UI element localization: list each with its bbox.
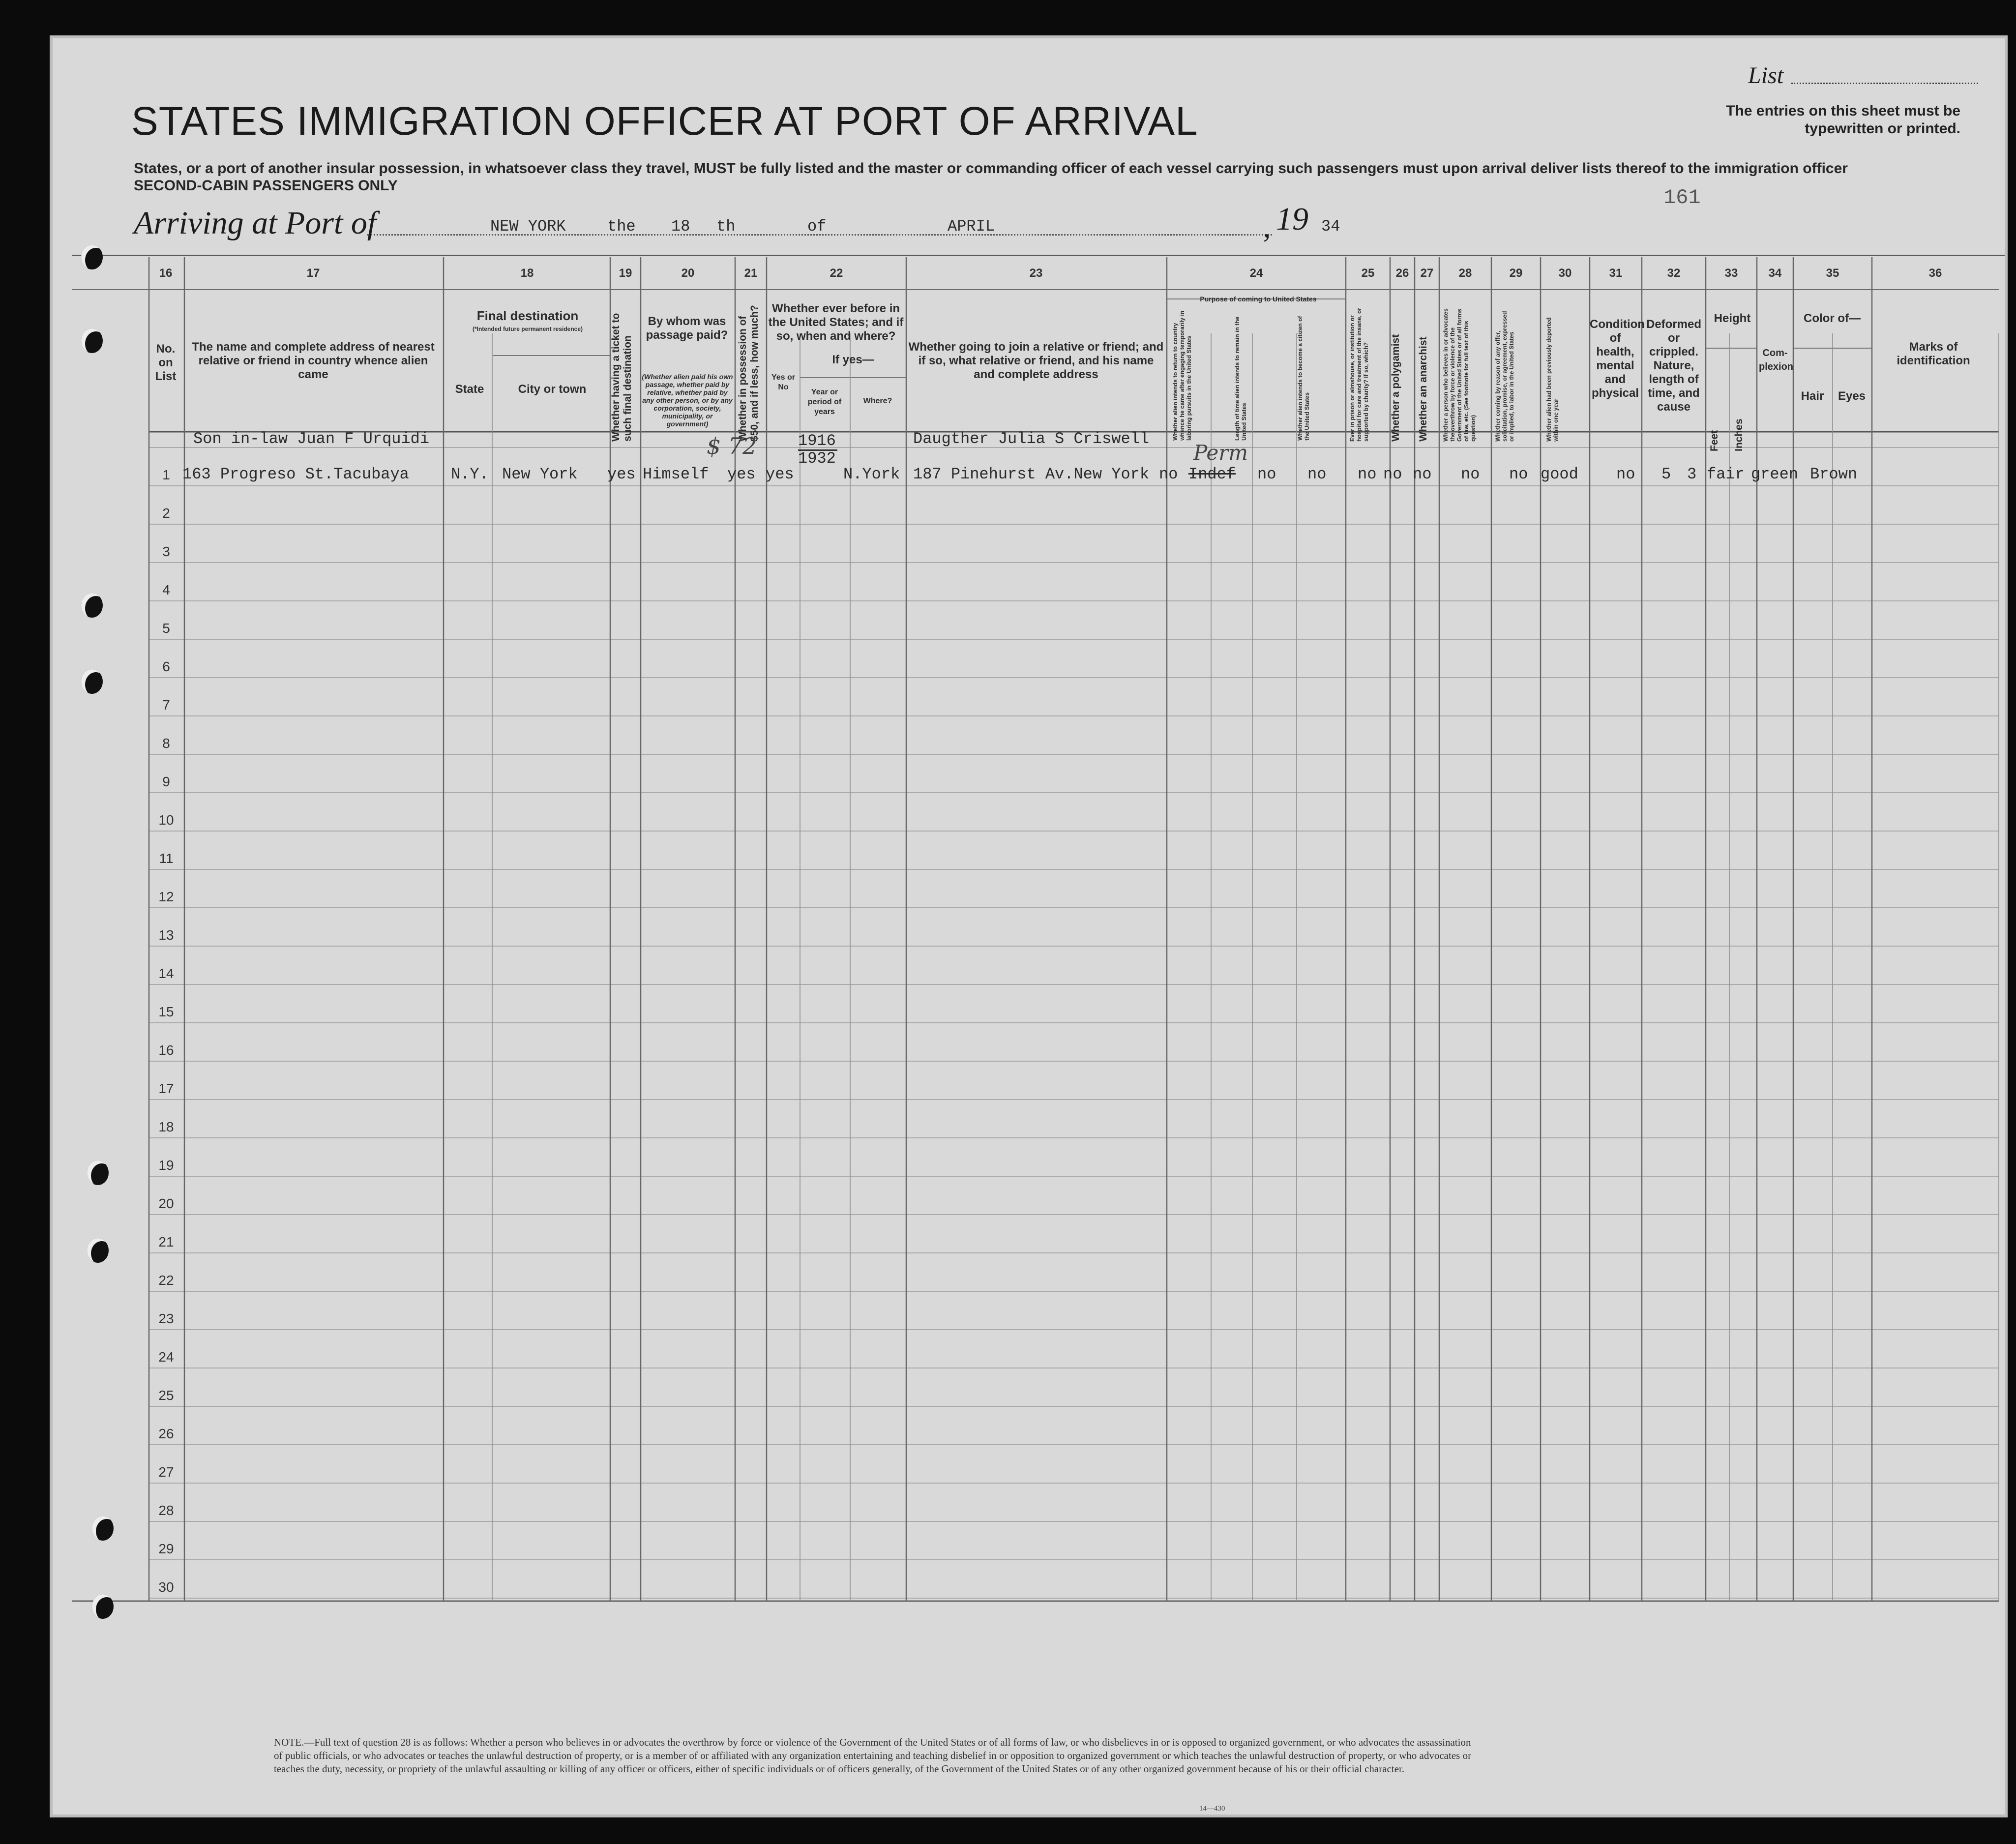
header-color-of: Color of— xyxy=(1804,312,1861,325)
hair-value: green xyxy=(1751,465,1799,483)
column-number: 18 xyxy=(520,267,534,280)
column-number: 22 xyxy=(830,267,843,280)
header-no-on-list: No. on List xyxy=(155,342,177,383)
arrival-year-prefix: 19 xyxy=(1276,201,1308,237)
column-number: 29 xyxy=(1509,267,1523,280)
row-number: 14 xyxy=(158,966,174,981)
binder-hole-2 xyxy=(81,328,103,353)
header-overthrow: Whether a person who believes in or advocates the overthrow by force or violence of the Government of the United States or of all forms of law, etc. (See footnote for full text of this question) xyxy=(1442,308,1477,442)
row-number: 8 xyxy=(162,736,170,751)
form-number: 14—430 xyxy=(1199,1805,1225,1813)
column-number: 26 xyxy=(1395,267,1409,280)
deported-value: no xyxy=(1509,465,1528,483)
dest-state: N.Y. xyxy=(451,465,489,483)
row-number: 29 xyxy=(158,1541,174,1556)
header-height: Height xyxy=(1714,312,1751,325)
arrival-port: NEW YORK xyxy=(490,217,566,236)
row-number: 6 xyxy=(162,659,170,674)
column-number: 19 xyxy=(619,267,632,280)
row-number: 16 xyxy=(158,1042,174,1058)
header-year-period: Year or period of years xyxy=(807,388,842,416)
row-number: 1 xyxy=(162,467,170,482)
row-number: 2 xyxy=(162,506,170,521)
column-number: 23 xyxy=(1029,267,1043,280)
column-number: 27 xyxy=(1420,267,1434,280)
row-number: 13 xyxy=(158,927,174,943)
eyes-value: Brown xyxy=(1810,465,1858,483)
column-number: 34 xyxy=(1768,267,1782,280)
header-marks: Marks of identification xyxy=(1897,340,1970,367)
header-purpose-length: Length of time alien intends to remain in the United States xyxy=(1234,316,1247,441)
header-deformed: Deformed or crippled. Nature, length of time, and cause xyxy=(1646,318,1702,414)
cash-handwritten: $ 72 xyxy=(707,433,757,459)
row-number: 22 xyxy=(158,1273,174,1288)
cabin-class: SECOND-CABIN PASSENGERS ONLY xyxy=(134,178,398,194)
header-final-destination-note: (*Intended future permanent residence) xyxy=(472,326,583,332)
overthrow-value: no xyxy=(1413,465,1432,483)
inches-value: 3 xyxy=(1687,465,1697,483)
row-number: 5 xyxy=(162,621,170,636)
join-line-1: Daugther Julia S Criswell xyxy=(913,430,1150,448)
form-title: STATES IMMIGRATION OFFICER AT PORT OF ARRIVAL xyxy=(131,99,1198,144)
row-number: 30 xyxy=(158,1579,174,1595)
join-line-2: 187 Pinehurst Av.New York xyxy=(913,465,1150,483)
arrival-year-suffix: 34 xyxy=(1321,217,1340,236)
row-number: 17 xyxy=(158,1081,174,1096)
binder-hole-4 xyxy=(81,669,103,694)
arrival-comma: , xyxy=(1263,211,1271,243)
passage-paid-value: Himself xyxy=(643,465,709,483)
column-number: 32 xyxy=(1667,267,1681,280)
header-purpose-return: Whether alien intends to return to country whence he came after engaging temporarily in laboring pursuits in the United States xyxy=(1172,310,1192,441)
column-number: 36 xyxy=(1928,267,1942,280)
header-anarchist: Whether an anarchist xyxy=(1418,336,1429,442)
dest-city: New York xyxy=(502,465,578,483)
binder-hole-6 xyxy=(87,1238,109,1263)
header-ever-before: Whether ever before in the United States; and if so, when and where? xyxy=(768,302,904,343)
prison-value: no xyxy=(1307,465,1327,483)
row-number: 12 xyxy=(158,889,174,904)
manifest-sheet xyxy=(53,38,2005,1814)
header-final-destination: Final destination xyxy=(476,308,579,323)
before-in-us-value: yes xyxy=(766,465,794,483)
arrival-month: APRIL xyxy=(948,217,995,236)
arrival-day: 18 xyxy=(671,217,690,236)
ticket-value: yes xyxy=(607,465,636,483)
deformed-value: no xyxy=(1616,465,1635,483)
binder-hole-3 xyxy=(81,593,103,618)
row-number: 7 xyxy=(162,697,170,713)
header-polygamist: Whether a polygamist xyxy=(1390,334,1401,442)
length-of-stay-struck: Indef xyxy=(1188,465,1236,483)
years-line-1: 1916 xyxy=(798,432,836,450)
row-number: 20 xyxy=(158,1196,174,1211)
header-if-yes: If yes— xyxy=(832,353,874,366)
column-number: 20 xyxy=(681,267,695,280)
list-label: List xyxy=(1748,62,1784,89)
relative-line-1: Son in-law Juan F Urquidi xyxy=(193,430,430,448)
row-number: 24 xyxy=(158,1349,174,1365)
binder-hole-5 xyxy=(87,1160,109,1185)
header-feet: Feet xyxy=(1709,430,1720,451)
header-purpose-citizen: Whether alien intends to become a citizen of the United States xyxy=(1297,316,1310,441)
row-number: 18 xyxy=(158,1119,174,1134)
column-number: 30 xyxy=(1558,267,1572,280)
header-purpose: Purpose of coming to United States xyxy=(1200,295,1317,303)
arrival-the: the xyxy=(607,217,636,236)
arriving-label: Arriving at Port of xyxy=(134,205,377,241)
table-grid xyxy=(53,38,2005,1814)
header-fifty-dollars: Whether in possession of $50, and if less, how much? xyxy=(737,305,760,442)
header-where: Where? xyxy=(863,397,892,405)
column-number: 33 xyxy=(1724,267,1738,280)
health-value: good xyxy=(1541,465,1578,483)
header-prison: Ever in prison or almshouse, or institution or hospital for care and treatment of the insane, or supported by charity? If so, which? xyxy=(1349,307,1369,442)
header-labor-offer: Whether coming by reason of any offer, solicitation, promise, or agreement, expressed or implied, to labor in the United States xyxy=(1494,311,1515,442)
column-number: 28 xyxy=(1458,267,1472,280)
header-state: State xyxy=(455,383,484,396)
lead-text: States, or a port of another insular possession, in whatsoever class they travel, MUST be fully listed and the master or commanding officer of each vessel carrying such passengers must upon arrival deliver lists thereof to the immigration officer xyxy=(134,160,1848,177)
citizen-value: no xyxy=(1257,465,1276,483)
row-number: 28 xyxy=(158,1503,174,1518)
column-number: 16 xyxy=(159,267,173,280)
polygamist-value: no xyxy=(1358,465,1377,483)
row-number: 23 xyxy=(158,1311,174,1326)
header-deported: Whether alien had been previously deported within one year xyxy=(1545,317,1559,442)
complexion-value: fair xyxy=(1707,465,1745,483)
length-of-stay-handwritten: Perm xyxy=(1193,441,1248,465)
row-number: 27 xyxy=(158,1464,174,1480)
column-number: 35 xyxy=(1826,267,1839,280)
column-number: 21 xyxy=(744,267,758,280)
row-number: 10 xyxy=(158,812,174,828)
row-number: 9 xyxy=(162,774,170,789)
column-number: 17 xyxy=(306,267,320,280)
row-number: 11 xyxy=(159,851,174,866)
row-number: 4 xyxy=(162,582,170,597)
anarchist-value: no xyxy=(1383,465,1402,483)
header-join-relative: Whether going to join a relative or friend; and if so, what relative or friend, and his name and complete address xyxy=(908,340,1164,381)
cash-value: yes xyxy=(727,465,756,483)
header-ticket: Whether having a ticket to such final destination xyxy=(610,313,633,442)
row-number: 26 xyxy=(158,1426,174,1441)
column-number: 24 xyxy=(1249,267,1263,280)
labor-offer-value: no xyxy=(1461,465,1480,483)
feet-value: 5 xyxy=(1661,465,1671,483)
header-city: City or town xyxy=(518,383,587,396)
arrival-of: of xyxy=(807,217,827,236)
relative-line-2: 163 Progreso St.Tacubaya xyxy=(182,465,409,483)
header-inches: Inches xyxy=(1733,418,1745,451)
binder-hole-1 xyxy=(81,245,103,269)
row-number: 19 xyxy=(158,1158,174,1173)
header-complexion: Com-plexion xyxy=(1759,348,1794,372)
row-number: 15 xyxy=(158,1004,174,1019)
header-health: Condition of health, mental and physical xyxy=(1590,318,1645,400)
header-yes-no: Yes or No xyxy=(771,373,796,391)
header-passage-paid-note: (Whether alien paid his own passage, whether paid by relative, whether paid by any other person, or by any corporation, society, municipality, or government) xyxy=(642,373,733,428)
years-line-2: 1932 xyxy=(798,449,836,468)
entries-note: The entries on this sheet must be typewritten or printed. xyxy=(1726,103,1960,137)
column-number: 25 xyxy=(1361,267,1375,280)
column-number: 31 xyxy=(1609,267,1623,280)
header-passage-paid: By whom was passage paid? xyxy=(646,315,728,342)
where-value: N.York xyxy=(843,465,900,483)
binder-hole-7 xyxy=(92,1516,114,1541)
arrival-day-suffix: th xyxy=(716,217,736,236)
header-eyes: Eyes xyxy=(1838,389,1866,403)
row-number: 25 xyxy=(158,1388,174,1403)
binder-hole-8 xyxy=(92,1594,114,1619)
sheet-number: 161 xyxy=(1663,186,1701,209)
row-number: 3 xyxy=(162,544,170,559)
row-number: 21 xyxy=(158,1234,174,1249)
header-hair: Hair xyxy=(1801,389,1824,403)
header-nearest-relative: The name and complete address of nearest relative or friend in country whence alien came xyxy=(192,340,435,381)
return-intent-value: no xyxy=(1159,465,1178,483)
footnote-question-28: NOTE.—Full text of question 28 is as follows: Whether a person who believes in or advocates the overthrow by force or violence of the Government of the United States or of all forms of law, or who disbelieves in or is opposed to organized government, or who advocates the assassination of public officials, or who advocates or teaches the unlawful destruction of property, or is a member of or affiliated with any organization entertaining and teaching disbelief in or opposition to organized government or which teaches the unlawful destruction of property, or who advocates or teaches the duty, necessity, or propriety of the unlawful assaulting or killing of any officer or officers, either of specific individuals or of officers generally, of the Government of the United States or of any other organized government because of his or their official character. xyxy=(274,1736,1472,1775)
